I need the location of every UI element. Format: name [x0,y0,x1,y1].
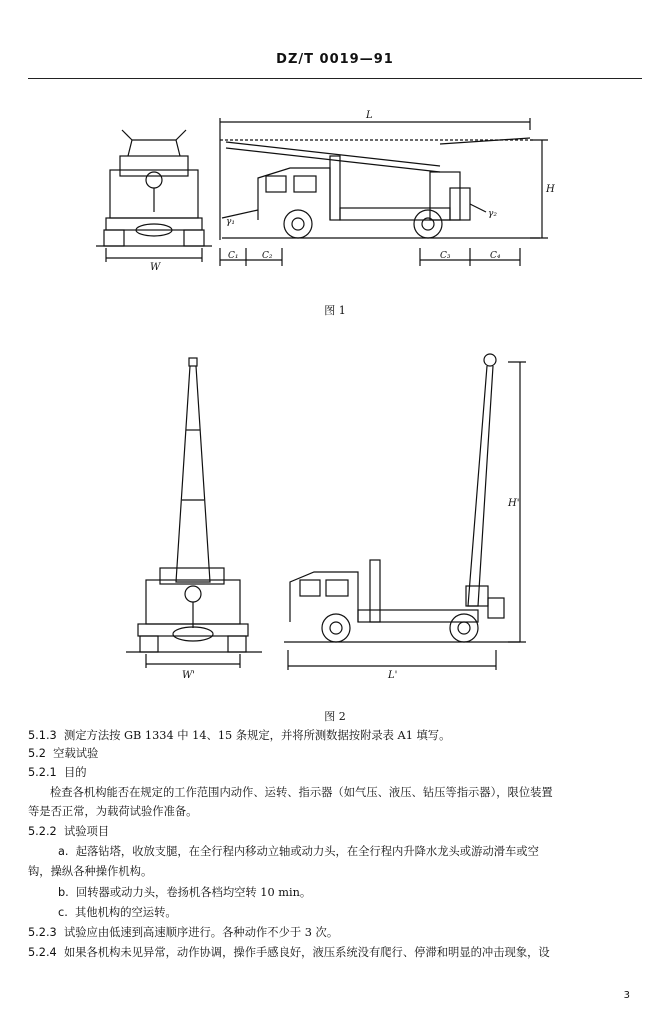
body-line: 5.2 空载试验 [28,747,99,760]
body-line: 5.2.4 如果各机构未见异常，动作协调，操作手感良好，液压系统没有爬行、停滞和明显的冲击现象，设 [28,946,550,959]
fig2-label-L: L' [388,670,398,681]
page-header-code: DZ/T 0019—91 [276,52,394,67]
body-line: 5.2.1 目的 [28,766,87,779]
fig2-label-W: W' [182,670,196,681]
fig2-side-view [284,354,526,670]
fig2-front-view [126,358,262,668]
body-line: 等是否正常，为载荷试验作准备。 [28,805,198,818]
fig1-front-view [96,130,212,262]
fig1-label-H: H [546,184,555,195]
body-line: a. 起落钻塔，收放支腿，在全行程内移动立轴或动力头，在全行程内升降水龙头或游动滑车或空 [58,845,539,858]
body-line: 检查各机构能否在规定的工作范围内动作、运转、指示器（如气压、液压、钻压等指示器），限位装置 [50,786,553,799]
fig1-label-W: W [150,262,161,273]
body-line: 5.2.2 试验项目 [28,825,110,838]
figure-1-drawing [0,100,670,300]
fig1-label-C3: C₃ [440,251,451,261]
fig1-label-gamma1: γ₁ [226,217,235,227]
fig1-side-view [220,118,548,266]
header-rule [28,78,642,79]
body-line: c. 其他机构的空运转。 [58,906,177,919]
body-line: 5.1.3 测定方法按 GB 1334 中 14、15 条规定，并将所测数据按附录表 A1 填写。 [28,729,451,742]
fig1-label-gamma2: γ₂ [488,209,497,219]
fig1-label-C4: C₄ [490,251,501,261]
body-line: b. 回转器或动力头，卷扬机各档均空转 10 min。 [58,886,312,899]
body-line: 钩，操纵各种操作机构。 [28,865,153,878]
fig1-label-C1: C₁ [228,251,239,261]
fig2-label-H: H' [508,498,520,509]
fig1-label-C2: C₂ [262,251,273,261]
page-number: 3 [623,990,630,1001]
figure-1-caption: 图 1 [324,304,346,317]
fig1-label-L: L [366,110,373,121]
body-line: 5.2.3 试验应由低速到高速顺序进行。各种动作不少于 3 次。 [28,926,339,939]
figure-2-caption: 图 2 [324,710,346,723]
figure-2-drawing [0,350,670,680]
